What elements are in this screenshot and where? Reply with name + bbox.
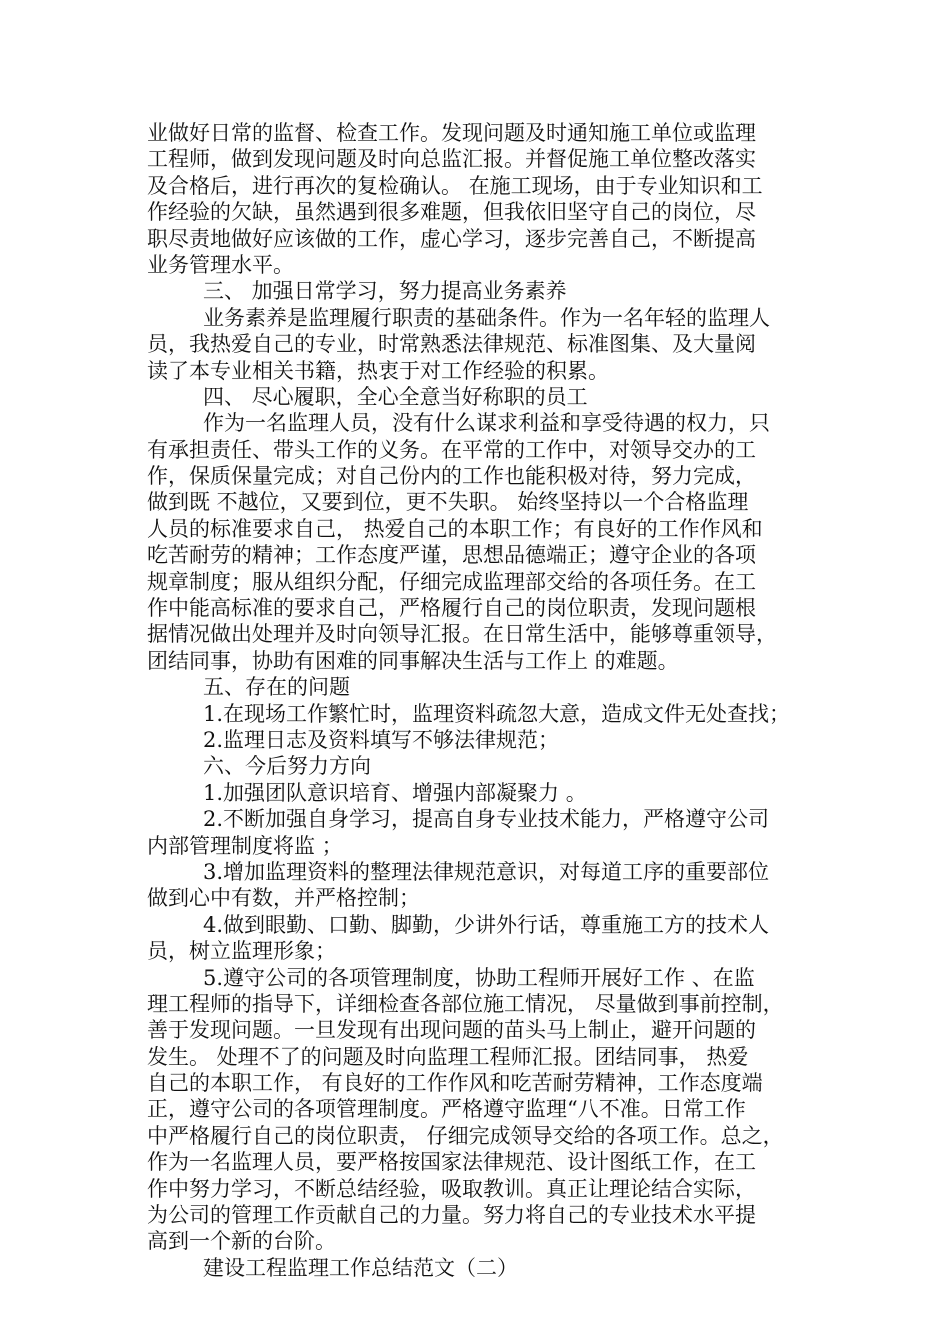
text-line: 5.遵守公司的各项管理制度，协助工程师开展好工作 、在监 — [203, 965, 755, 990]
text-line: 做到心中有数，并严格控制； — [147, 886, 420, 911]
text-line: 1.在现场工作繁忙时，监理资料疏忽大意，造成文件无处查找； — [203, 701, 791, 726]
text-line: 理工程师的指导下，详细检查各部位施工情况， 尽量做到事前控制， — [147, 991, 784, 1016]
text-line: 读了本专业相关书籍，热衷于对工作经验的积累。 — [147, 358, 609, 383]
text-line: 2.不断加强自身学习，提高自身专业技术能力，严格遵守公司 — [203, 807, 770, 832]
text-line: 四、 尽心履职，全心全意当好称职的员工 — [203, 384, 588, 409]
text-line: 作中能高标准的要求自己，严格履行自己的岗位职责，发现问题根 — [147, 596, 756, 621]
text-line: 人员的标准要求自己， 热爱自己的本职工作；有良好的工作作风和 — [147, 516, 763, 541]
text-line: 及合格后，进行再次的复检确认。 在施工现场，由于专业知识和工 — [147, 173, 763, 198]
text-line: 2.监理日志及资料填写不够法律规范； — [203, 727, 560, 752]
text-line: 作经验的欠缺，虽然遇到很多难题，但我依旧坚守自己的岗位，尽 — [147, 200, 756, 225]
text-line: 职尽责地做好应该做的工作，虚心学习，逐步完善自己，不断提高 — [147, 226, 756, 251]
text-line: 高到一个新的台阶。 — [147, 1229, 336, 1254]
text-line: 善于发现问题。一旦发现有出现问题的苗头马上制止，避开问题的 — [147, 1018, 756, 1043]
text-line: 规章制度；服从组织分配，仔细完成监理部交给的各项任务。在工 — [147, 569, 756, 594]
text-line: 作为一名监理人员，没有什么谋求利益和享受待遇的权力，只 — [203, 411, 770, 436]
text-line: 工程师，做到发现问题及时向总监汇报。并督促施工单位整改落实 — [147, 147, 756, 172]
text-line: 五、存在的问题 — [203, 675, 350, 700]
text-line: 吃苦耐劳的精神；工作态度严谨，思想品德端正；遵守企业的各项 — [147, 543, 756, 568]
text-line: 业务管理水平。 — [147, 252, 294, 277]
text-line: 员，树立监理形象； — [147, 939, 336, 964]
text-line: 中严格履行自己的岗位职责， 仔细完成领导交给的各项工作。总之， — [147, 1123, 784, 1148]
text-line: 作为一名监理人员，要严格按国家法律规范、设计图纸工作，在工 — [147, 1150, 756, 1175]
text-line: 团结同事，协助有困难的同事解决生活与工作上 的难题。 — [147, 648, 679, 673]
text-line: 作中努力学习，不断总结经验，吸取教训。真正让理论结合实际， — [147, 1176, 756, 1201]
text-line: 1.加强团队意识培育、增强内部凝聚力 。 — [203, 780, 587, 805]
text-line: 内部管理制度将监 ； — [147, 833, 343, 858]
text-line: 业务素养是监理履行职责的基础条件。作为一名年轻的监理人 — [203, 305, 770, 330]
text-line: 3.增加监理资料的整理法律规范意识，对每道工序的重要部位 — [203, 859, 770, 884]
text-line: 员，我热爱自己的专业，时常熟悉法律规范、标准图集、及大量阅 — [147, 332, 756, 357]
text-line: 为公司的管理工作贡献自己的力量。努力将自己的专业技术水平提 — [147, 1203, 756, 1228]
text-line: 六、今后努力方向 — [203, 754, 371, 779]
document-body — [147, 120, 827, 1281]
text-line: 4.做到眼勤、口勤、脚勤，少讲外行话，尊重施工方的技术人 — [203, 912, 770, 937]
text-line: 正，遵守公司的各项管理制度。严格遵守监理“八不准。日常工作 — [147, 1097, 746, 1122]
text-line: 有承担责任、带头工作的义务。在平常的工作中，对领导交办的工 — [147, 437, 756, 462]
text-line: 三、 加强日常学习，努力提高业务素养 — [203, 279, 567, 304]
text-line: 作，保质保量完成；对自己份内的工作也能积极对待，努力完成， — [147, 464, 756, 489]
text-line: 发生。 处理不了的问题及时向监理工程师汇报。团结同事， 热爱 — [147, 1044, 749, 1069]
text-line: 建设工程监理工作总结范文（二） — [203, 1255, 518, 1280]
text-line: 据情况做出处理并及时向领导汇报。在日常生活中，能够尊重领导， — [147, 622, 777, 647]
text-line: 业做好日常的监督、检查工作。发现问题及时通知施工单位或监理 — [147, 121, 756, 145]
text-line: 自己的本职工作， 有良好的工作作风和吃苦耐劳精神，工作态度端 — [147, 1071, 763, 1096]
text-line: 做到既 不越位，又要到位，更不失职。 始终坚持以一个合格监理 — [147, 490, 749, 515]
